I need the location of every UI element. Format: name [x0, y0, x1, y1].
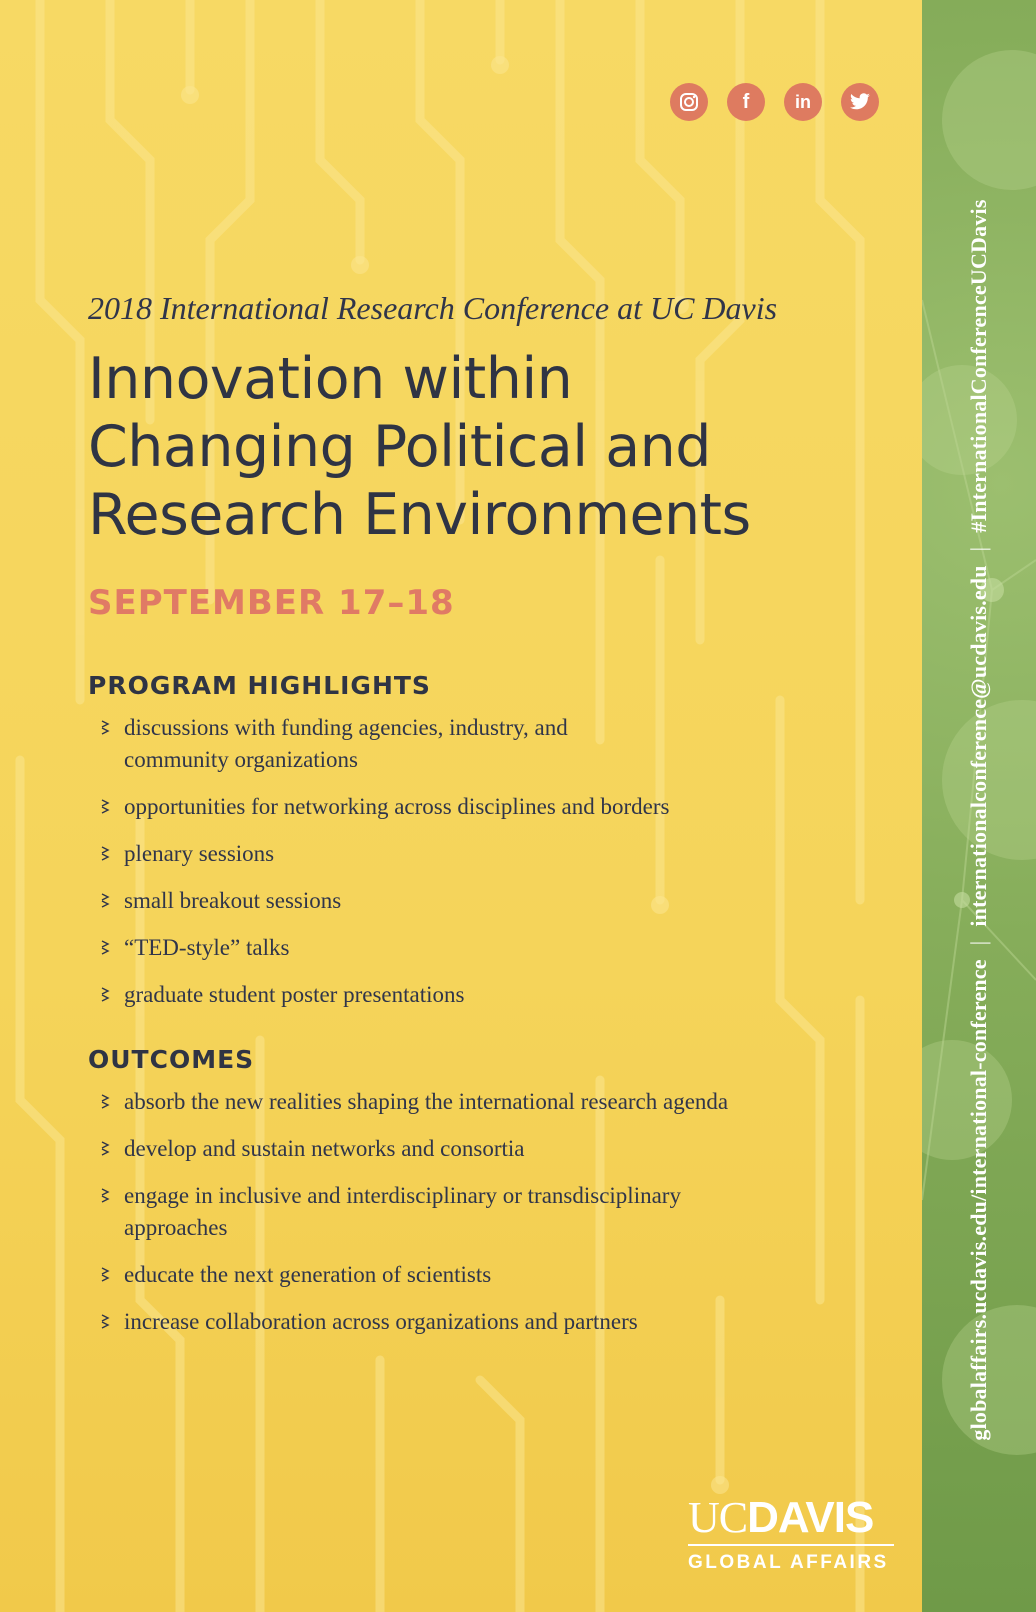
chevron-bullet-icon	[100, 719, 112, 737]
title-line: Innovation within	[88, 346, 573, 412]
list-item	[88, 712, 888, 776]
logo-subtitle: GLOBAL AFFAIRS	[688, 1552, 889, 1573]
chevron-bullet-icon	[100, 986, 112, 1004]
hashtag: #InternationalConferenceUCDavis	[966, 199, 991, 533]
list-item	[88, 932, 888, 964]
chevron-bullet-icon	[100, 939, 112, 957]
outcomes-heading: OUTCOMES	[88, 1045, 255, 1074]
instagram-icon[interactable]	[670, 83, 708, 121]
list-item-text: community organizations	[124, 747, 359, 772]
list-item-text: discussions with funding agencies, industry, and	[124, 715, 568, 740]
list-item-text: engage in inclusive and interdisciplinary or transdisciplinary	[124, 1183, 681, 1208]
list-item-text: small breakout sessions	[124, 888, 342, 913]
chevron-bullet-icon	[100, 892, 112, 910]
logo-davis: DAVIS	[747, 1493, 874, 1542]
separator: |	[966, 940, 991, 946]
chevron-bullet-icon	[100, 845, 112, 863]
social-links	[670, 83, 879, 121]
list-item-text: “TED-style” talks	[124, 935, 290, 960]
contact-info	[966, 199, 992, 1440]
title-line: Changing Political and	[88, 414, 711, 480]
list-item-text: opportunities for networking across disciplines and borders	[124, 794, 670, 819]
title-line: Research Environments	[88, 482, 751, 548]
chevron-bullet-icon	[100, 1140, 112, 1158]
list-item	[88, 885, 888, 917]
list-item-text: approaches	[124, 1215, 228, 1240]
logo-divider	[688, 1544, 894, 1546]
chevron-bullet-icon	[100, 1187, 112, 1205]
chevron-bullet-icon	[100, 1266, 112, 1284]
highlights-heading: PROGRAM HIGHLIGHTS	[88, 671, 431, 700]
chevron-bullet-icon	[100, 798, 112, 816]
list-item	[88, 791, 888, 823]
facebook-icon[interactable]: f	[727, 83, 765, 121]
chevron-bullet-icon	[100, 1093, 112, 1111]
list-item	[88, 979, 888, 1011]
conference-title	[88, 345, 888, 549]
list-item	[88, 1259, 888, 1291]
list-item	[88, 1133, 888, 1165]
side-panel	[922, 0, 1036, 1612]
list-item-text: educate the next generation of scientists	[124, 1262, 492, 1287]
logo-uc: UC	[688, 1493, 748, 1542]
linkedin-icon[interactable]: in	[784, 83, 822, 121]
chevron-bullet-icon	[100, 1313, 112, 1331]
list-item-text: absorb the new realities shaping the international research agenda	[124, 1089, 729, 1114]
list-item	[88, 1306, 888, 1338]
outcomes-list	[88, 1086, 888, 1338]
list-item-text: increase collaboration across organizations and partners	[124, 1309, 638, 1334]
website-link[interactable]: globalaffairs.ucdavis.edu/international-conference	[966, 959, 991, 1441]
email-link[interactable]: internationalconference@ucdavis.edu	[966, 565, 991, 927]
list-item-text: plenary sessions	[124, 841, 275, 866]
list-item	[88, 838, 888, 870]
main-content	[88, 290, 888, 1353]
highlights-list	[88, 712, 888, 1011]
ucdavis-logo	[688, 1493, 894, 1574]
conference-date: SEPTEMBER 17–18	[88, 583, 455, 623]
list-item-text: develop and sustain networks and consortia	[124, 1136, 525, 1161]
list-item	[88, 1086, 888, 1118]
list-item-text: graduate student poster presentations	[124, 982, 465, 1007]
logo-wordmark	[688, 1493, 894, 1542]
separator: |	[966, 546, 991, 552]
twitter-icon[interactable]	[841, 83, 879, 121]
list-item	[88, 1180, 888, 1244]
conference-subtitle: 2018 International Research Conference at UC Davis	[88, 290, 778, 326]
